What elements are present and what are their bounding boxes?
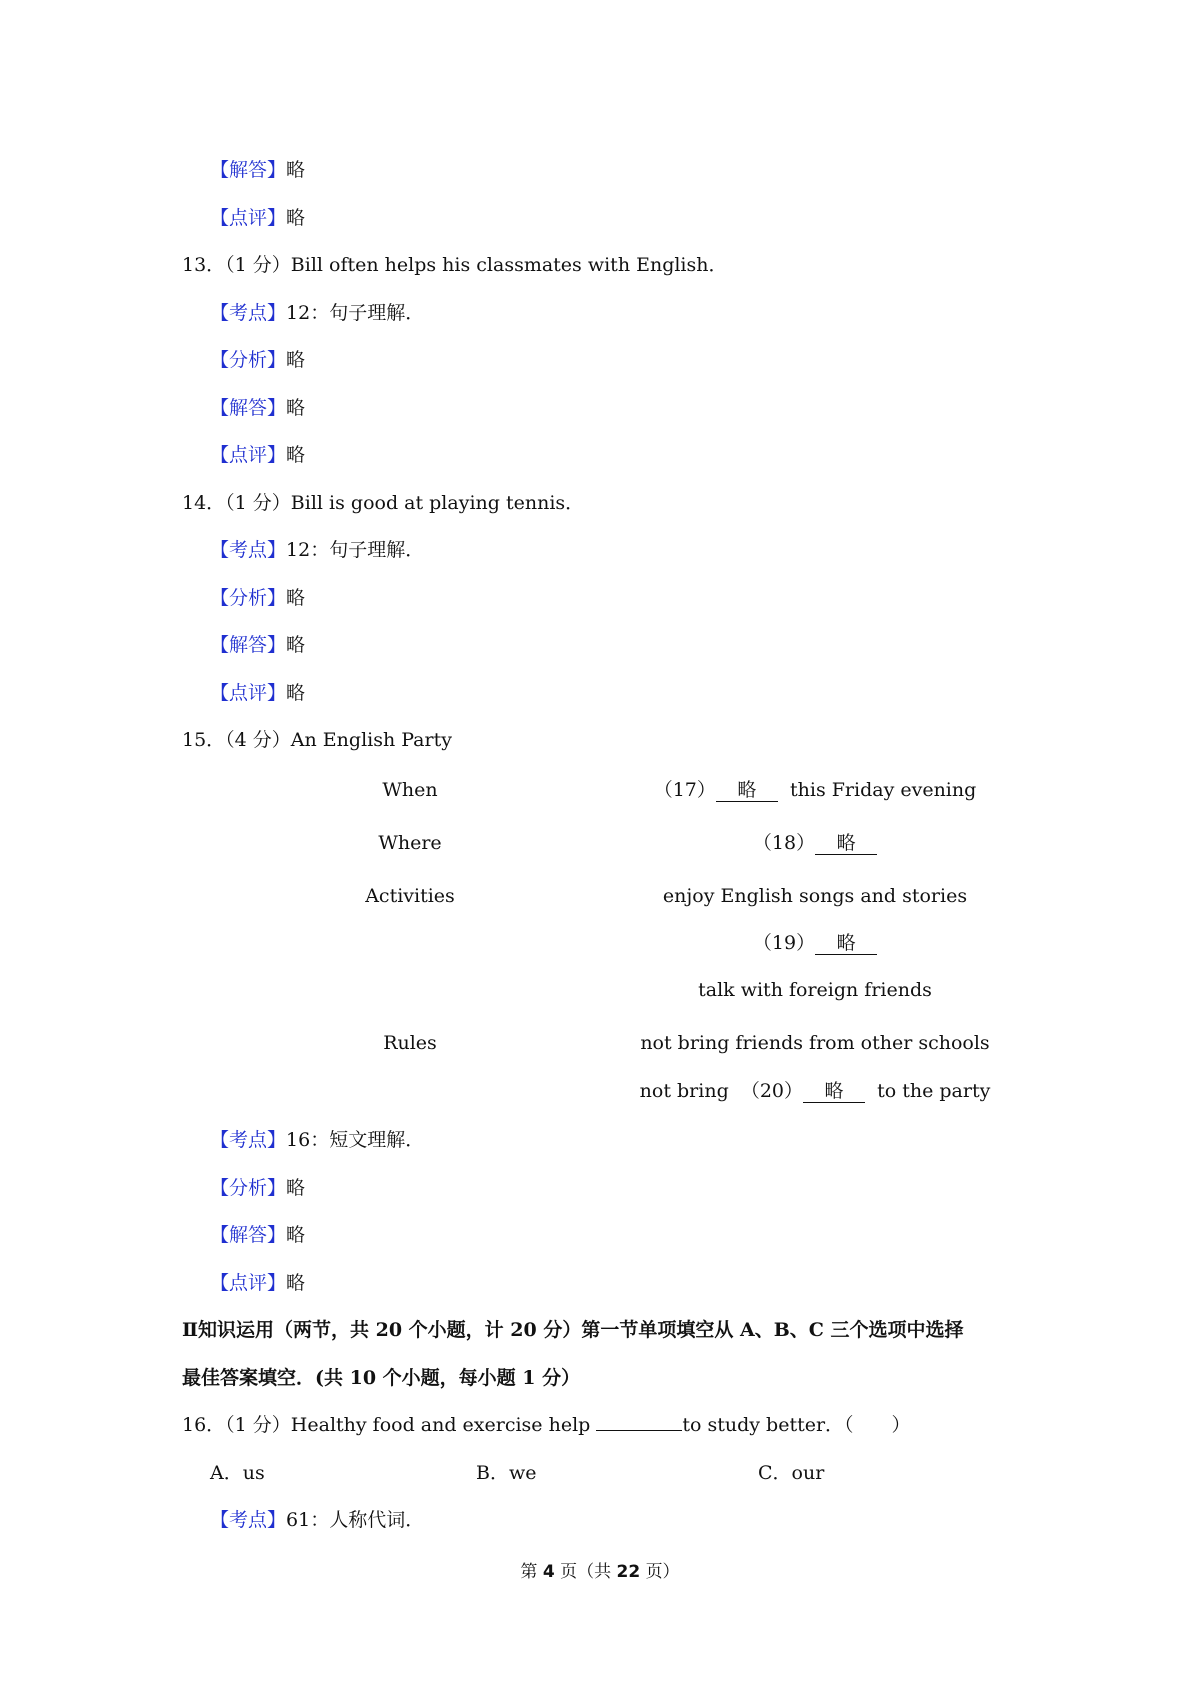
- when-rest: this Friday evening: [790, 779, 977, 801]
- activity-3: talk with foreign friends: [698, 979, 932, 1001]
- answer-text: 略: [286, 397, 306, 419]
- comment-text: 略: [286, 444, 306, 466]
- comment-text: 略: [286, 682, 306, 704]
- knowledge-tag: 【考点】: [210, 1129, 287, 1151]
- answer-tag: 【解答】: [210, 397, 287, 419]
- comment-tag: 【点评】: [210, 682, 287, 704]
- knowledge-tag: 【考点】: [210, 1509, 287, 1531]
- blank-number-18: （18）: [752, 832, 816, 854]
- answer-tag: 【解答】: [210, 634, 287, 656]
- q14-analysis: [210, 586, 305, 610]
- knowledge-text: 12：句子理解．: [286, 539, 425, 561]
- rule-2: [615, 1079, 1015, 1103]
- page-footer: [0, 1557, 1200, 1582]
- comment-text: 略: [286, 207, 306, 229]
- blank-number-20: （20）: [740, 1080, 804, 1102]
- when-label: When: [382, 779, 438, 801]
- activity-1: enjoy English songs and stories: [662, 885, 968, 907]
- footer-mid: 页（共: [560, 1562, 612, 1582]
- blank-number-17: （17）: [653, 779, 716, 801]
- knowledge-text: 12：句子理解．: [286, 302, 425, 324]
- activity-2: [615, 931, 1015, 955]
- q15-comment: [210, 1271, 305, 1295]
- blank-20: 略: [803, 1080, 865, 1103]
- activities-label: Activities: [365, 885, 455, 907]
- answer-tag: 【解答】: [210, 159, 287, 181]
- when-value: [615, 778, 1015, 802]
- comment-tag: 【点评】: [210, 444, 287, 466]
- q14-answer: [210, 633, 305, 657]
- question-15-stem: 15．（4 分）An English Party: [182, 729, 452, 751]
- knowledge-tag: 【考点】: [210, 302, 287, 324]
- rule-1: not bring friends from other schools: [640, 1032, 990, 1054]
- q15-knowledge-point: [210, 1128, 424, 1152]
- option-b: B．we: [476, 1462, 537, 1484]
- section-2-heading-line-1: Ⅱ知识运用（两节，共 20 个小题，计 20 分）第一节单项填空从 A、B、C 三个选项中选择: [182, 1319, 964, 1341]
- total-pages: 22: [616, 1562, 641, 1582]
- q13-knowledge-point: [210, 301, 424, 325]
- option-a: A．us: [210, 1462, 265, 1484]
- q16-knowledge-point: [210, 1508, 424, 1532]
- answer-text: 略: [286, 159, 306, 181]
- answer-tag: 【解答】: [210, 1224, 287, 1246]
- comment-line: [210, 206, 305, 230]
- q16-blank: [596, 1430, 682, 1431]
- rules-label: Rules: [383, 1032, 437, 1054]
- q14-comment: [210, 681, 305, 705]
- question-14-stem: 14．（1 分）Bill is good at playing tennis．: [182, 492, 585, 514]
- rule-2-pre: not bring: [639, 1080, 729, 1102]
- option-c: C．our: [758, 1462, 825, 1484]
- question-13-stem: 13．（1 分）Bill often helps his classmates with English．: [182, 254, 728, 276]
- knowledge-text: 61：人称代词．: [286, 1509, 425, 1531]
- comment-tag: 【点评】: [210, 1272, 287, 1294]
- where-value: [615, 831, 1015, 855]
- q16-stem-post: to study better．（ ）: [682, 1414, 911, 1436]
- q13-answer: [210, 396, 305, 420]
- q15-analysis: [210, 1176, 305, 1200]
- knowledge-tag: 【考点】: [210, 539, 287, 561]
- where-label: Where: [378, 832, 442, 854]
- knowledge-text: 16：短文理解．: [286, 1129, 425, 1151]
- analysis-tag: 【分析】: [210, 1177, 287, 1199]
- question-16-stem: [182, 1413, 911, 1437]
- blank-number-19: （19）: [752, 932, 816, 954]
- section-2-heading-line-2: 最佳答案填空．(共 10 个小题，每小题 1 分）: [182, 1367, 581, 1389]
- comment-text: 略: [286, 1272, 306, 1294]
- q13-analysis: [210, 348, 305, 372]
- footer-pre: 第: [520, 1562, 538, 1582]
- analysis-text: 略: [286, 1177, 306, 1199]
- q14-knowledge-point: [210, 538, 424, 562]
- analysis-tag: 【分析】: [210, 349, 287, 371]
- analysis-tag: 【分析】: [210, 587, 287, 609]
- rule-2-post: to the party: [877, 1080, 991, 1102]
- blank-18: 略: [815, 832, 877, 855]
- answer-text: 略: [286, 634, 306, 656]
- comment-tag: 【点评】: [210, 207, 287, 229]
- q15-answer: [210, 1223, 305, 1247]
- answer-text: 略: [286, 1224, 306, 1246]
- answer-line: [210, 158, 305, 182]
- blank-17: 略: [716, 779, 778, 802]
- q13-comment: [210, 443, 305, 467]
- page-number: 4: [542, 1562, 555, 1582]
- footer-post: 页）: [645, 1562, 680, 1582]
- blank-19: 略: [815, 932, 877, 955]
- analysis-text: 略: [286, 587, 306, 609]
- q16-stem-pre: 16．（1 分）Healthy food and exercise help: [182, 1414, 591, 1436]
- analysis-text: 略: [286, 349, 306, 371]
